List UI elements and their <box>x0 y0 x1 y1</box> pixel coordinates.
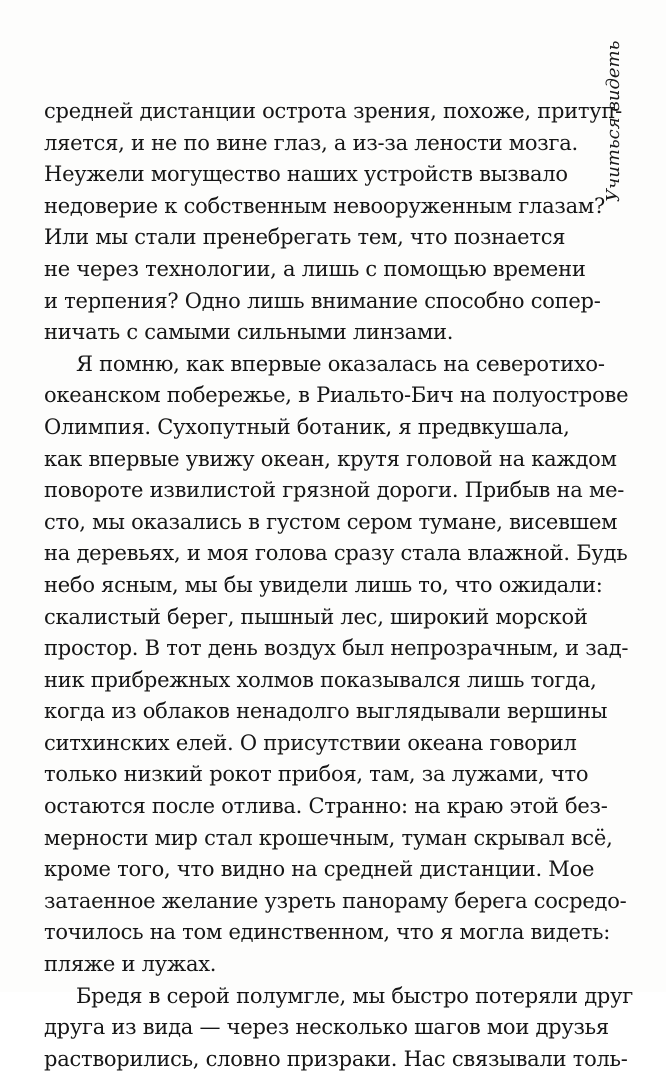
text-line: ситхинских елей. О присутствии океана говорил <box>44 730 577 755</box>
text-line: друга из вида — через несколько шагов мои друзья <box>44 1015 609 1040</box>
text-line: небо ясным, мы бы увидели лишь то, что ожидали: <box>44 572 603 597</box>
paragraph-2 <box>44 349 629 981</box>
text-line: не через технологии, а лишь с помощью времени <box>44 256 586 281</box>
text-line: повороте извилистой грязной дороги. Прибыв на ме- <box>44 478 625 503</box>
text-line: пляже и лужах. <box>44 952 217 977</box>
paragraph-1 <box>44 96 624 349</box>
text-line: сто, мы оказались в густом сером тумане, висевшем <box>44 509 618 534</box>
running-head: Учиться видеть <box>603 40 624 202</box>
paragraph-3 <box>44 981 633 1075</box>
text-line: Бредя в серой полумгле, мы быстро потеряли друг <box>76 983 633 1008</box>
text-line: растворились, словно призраки. Нас связывали толь- <box>44 1046 628 1071</box>
text-line: Или мы стали пренебрегать тем, что познается <box>44 225 566 250</box>
text-line: ничать с самыми сильными линзами. <box>44 320 454 345</box>
text-line: мерности мир стал крошечным, туман скрывал всё, <box>44 825 613 850</box>
text-line: скалистый берег, пышный лес, широкий морской <box>44 604 588 629</box>
text-line: Неужели могущество наших устройств вызвало <box>44 162 568 187</box>
text-line: затаенное желание узреть панораму берега сосредо- <box>44 888 627 913</box>
text-line: на деревьях, и моя голова сразу стала влажной. Будь <box>44 541 628 566</box>
text-line: Я помню, как впервые оказалась на северотихо- <box>76 351 605 376</box>
text-line: ник прибрежных холмов показывался лишь тогда, <box>44 667 597 692</box>
text-line: недоверие к собственным невооруженным глазам? <box>44 193 605 218</box>
text-line: остаются после отлива. Странно: на краю этой без- <box>44 794 608 819</box>
text-line: только низкий рокот прибоя, там, за лужами, что <box>44 762 589 787</box>
text-line: и терпения? Одно лишь внимание способно сопер- <box>44 288 601 313</box>
text-line: точилось на том единственном, что я могла видеть: <box>44 920 611 945</box>
text-line: простор. В тот день воздух был непрозрачным, и зад- <box>44 636 629 661</box>
text-line: средней дистанции острота зрения, похоже, притуп- <box>44 99 622 123</box>
body-text <box>44 96 633 1075</box>
text-line: как впервые увижу океан, крутя головой на каждом <box>44 446 617 471</box>
text-line: океанском побережье, в Риальто-Бич на полуострове <box>44 383 629 408</box>
text-line: кроме того, что видно на средней дистанции. Мое <box>44 857 595 882</box>
text-line: ляется, и не по вине глаз, а из-за лености мозга. <box>44 130 578 155</box>
text-line: когда из облаков ненадолго выглядывали вершины <box>44 699 608 724</box>
text-line: Олимпия. Сухопутный ботаник, я предвкушала, <box>44 414 570 439</box>
